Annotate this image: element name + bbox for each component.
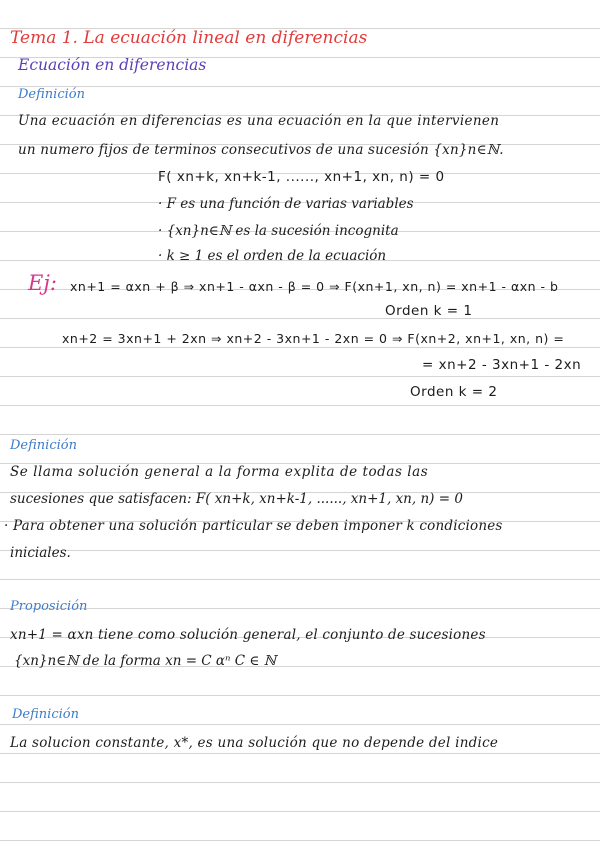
definition-bullet: · F es una función de varias variables <box>158 196 414 212</box>
general-equation: F( xn+k, xn+k-1, ......, xn+1, xn, n) = 0 <box>158 169 445 185</box>
example-order: Orden k = 2 <box>410 384 498 400</box>
example-equation: xn+2 = 3xn+1 + 2xn ⇒ xn+2 - 3xn+1 - 2xn = 0 ⇒ F(xn+2, xn+1, xn, n) = <box>62 331 565 346</box>
example-order: Orden k = 1 <box>385 303 473 319</box>
example-equation: xn+1 = αxn + β ⇒ xn+1 - αxn - β = 0 ⇒ F(xn+1, xn, n) = xn+1 - αxn - b <box>70 279 559 294</box>
proposition-heading: Proposición <box>10 599 88 614</box>
definition-text-line: un numero fijos de terminos consecutivos de una sucesión {xn}n∈ℕ. <box>18 142 504 158</box>
proposition-text-line: xn+1 = αxn tiene como solución general, el conjunto de sucesiones <box>10 627 486 643</box>
definition-text-line: sucesiones que satisfacen: F( xn+k, xn+k-1, ......, xn+1, xn, n) = 0 <box>10 491 463 507</box>
definition-heading: Definición <box>12 707 79 722</box>
definition-bullet: · {xn}n∈ℕ es la sucesión incognita <box>158 223 399 239</box>
definition-heading: Definición <box>10 438 77 453</box>
definition-text-line: Una ecuación en diferencias es una ecuación en la que intervienen <box>18 113 500 129</box>
page-title: Tema 1. La ecuación lineal en diferencias <box>10 28 368 48</box>
definition-bullet: · k ≥ 1 es el orden de la ecuación <box>158 248 387 264</box>
example-equation-continued: = xn+2 - 3xn+1 - 2xn <box>422 357 582 373</box>
proposition-text-line: {xn}n∈ℕ de la forma xn = C αⁿ C ∈ ℕ <box>14 653 277 669</box>
definition-text-line: Se llama solución general a la forma explita de todas las <box>10 464 429 480</box>
definition-heading: Definición <box>18 87 85 102</box>
definition-text-line: iniciales. <box>10 545 71 561</box>
example-label: Ej: <box>28 271 57 295</box>
definition-text-line: · Para obtener una solución particular se deben imponer k condiciones <box>4 518 503 534</box>
definition-text-line: La solucion constante, x*, es una solución que no depende del indice <box>10 735 499 751</box>
section-subtitle: Ecuación en diferencias <box>18 56 207 74</box>
